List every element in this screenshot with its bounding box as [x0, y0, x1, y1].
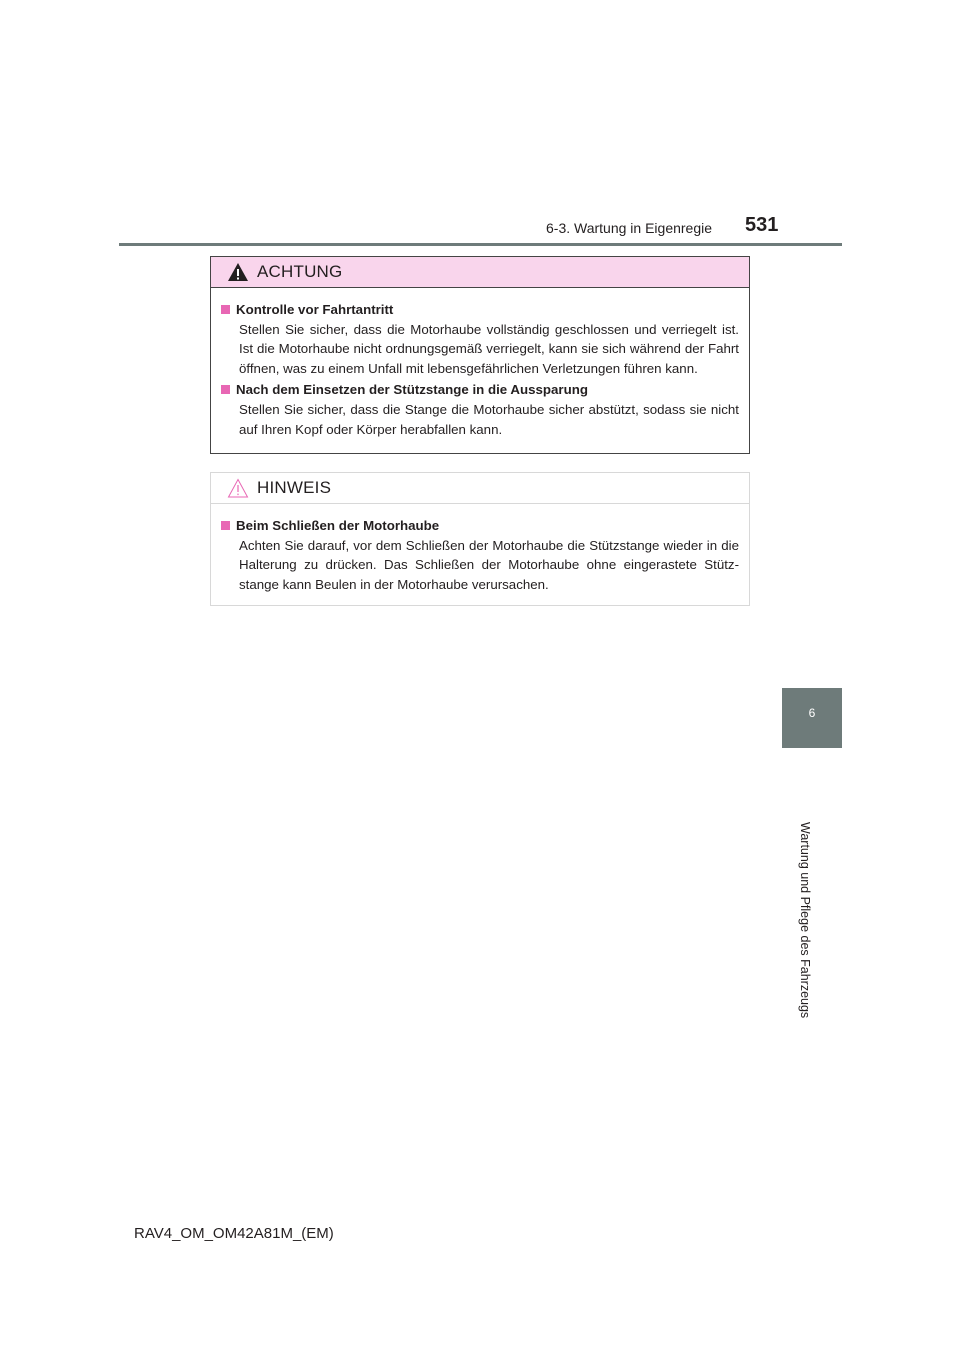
achtung-item-title — [221, 302, 741, 317]
achtung-item-text: Stellen Sie sicher, dass die Motorhaube vollständig geschlossen und verriegelt ist. Ist die Motorhaube nicht ordnungsgemäß verriegelt, kann sie sich während der Fahrt öffnen, was zu einem Unfall mit lebensgefährlichen Verletzungen führen kann. — [239, 322, 739, 376]
achtung-item-title-text: Kontrolle vor Fahrtantritt — [236, 302, 394, 317]
hinweis-header — [211, 473, 749, 504]
chapter-tab — [782, 688, 842, 748]
achtung-title: ACHTUNG — [257, 262, 343, 281]
square-bullet-icon — [221, 305, 230, 314]
warning-outline-icon — [227, 478, 249, 498]
chapter-title: Wartung und Pflege des Fahrzeugs — [798, 822, 812, 1019]
square-bullet-icon — [221, 385, 230, 394]
achtung-item-text: Stellen Sie sicher, dass die Stange die Motorhaube sicher abstützt, sodass sie nicht auf Ihren Kopf oder Körper herabfallen kann. — [239, 402, 739, 437]
hinweis-box — [210, 472, 750, 606]
chapter-number: 6 — [808, 706, 816, 720]
hinweis-item-text: Achten Sie darauf, vor dem Schließen der Motorhaube die Stützstange wieder in die Halterung zu drücken. Das Schließen der Motorhaube ohne eingerastete Stütz-stange kann Beulen in der Motorhaube verursachen. — [239, 538, 739, 592]
header-section-title: 6-3. Wartung in Eigenregie — [546, 220, 713, 236]
warning-filled-icon — [227, 262, 249, 282]
header-rule — [119, 243, 842, 246]
achtung-header — [211, 257, 749, 288]
achtung-box — [210, 256, 750, 454]
achtung-item-title-text: Nach dem Einsetzen der Stützstange in die Aussparung — [236, 382, 588, 398]
square-bullet-icon — [221, 521, 230, 530]
page-number: 531 — [745, 214, 779, 236]
hinweis-title: HINWEIS — [257, 478, 332, 497]
hinweis-item-title-text: Beim Schließen der Motorhaube — [236, 518, 440, 533]
hinweis-item-title — [221, 518, 741, 533]
footer-doc-code: RAV4_OM_OM42A81M_(EM) — [134, 1225, 334, 1242]
achtung-item-title — [221, 382, 741, 397]
